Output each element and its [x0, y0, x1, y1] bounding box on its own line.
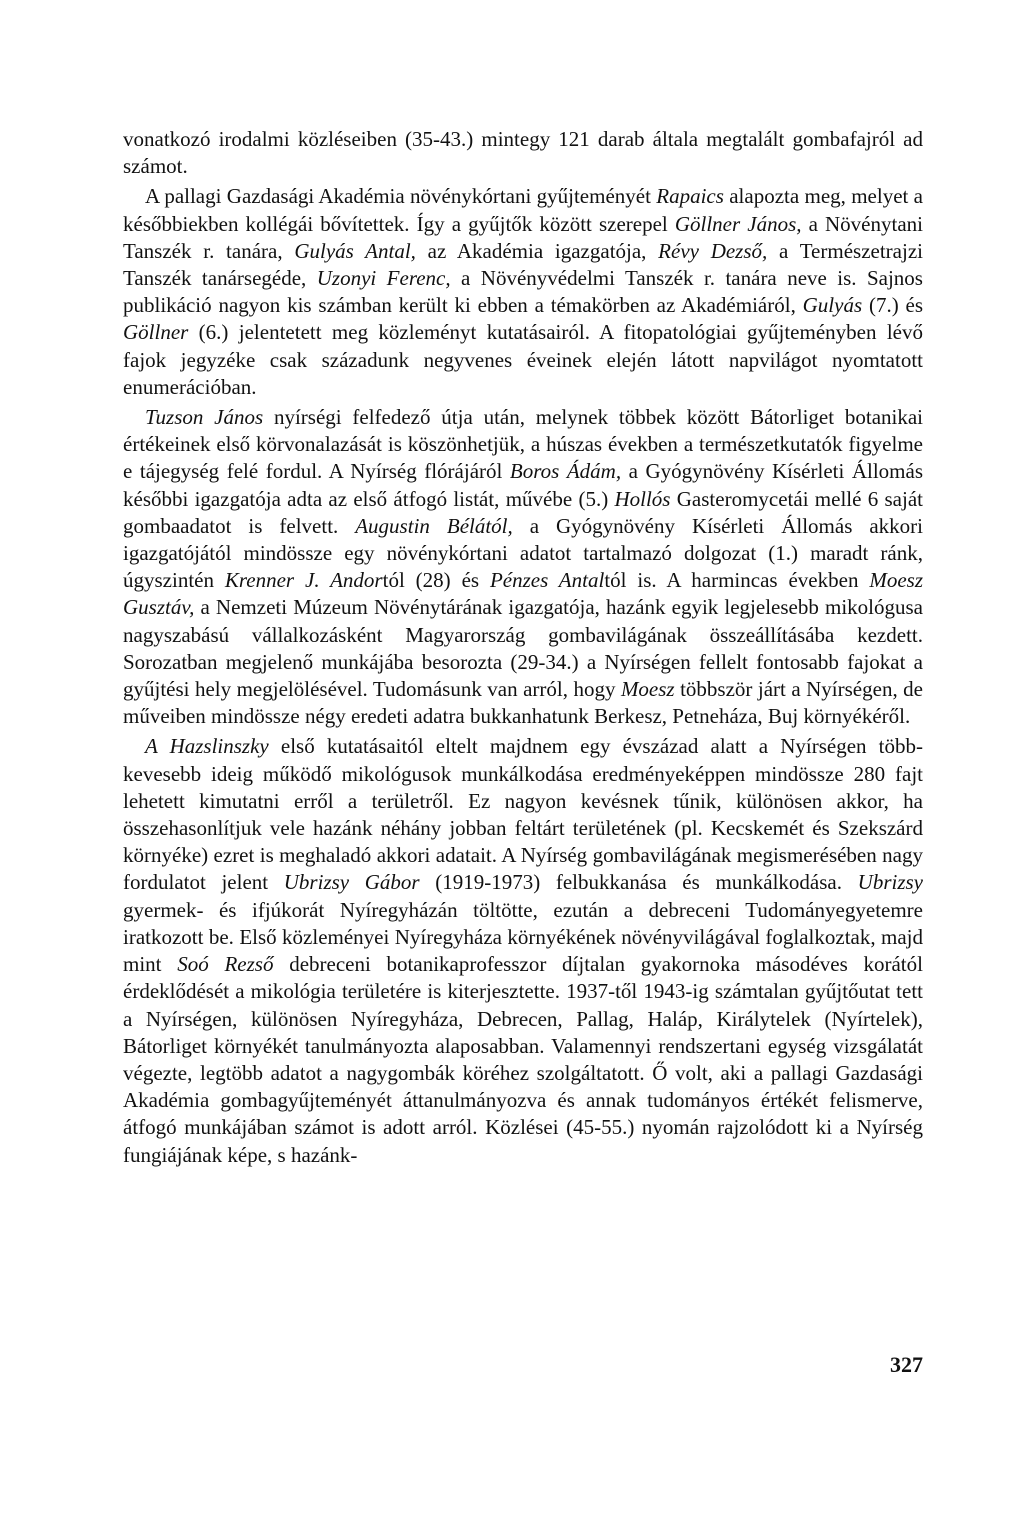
italic-name: Tuzson János — [145, 405, 264, 430]
text-run: (6.) jelentetett meg közleményt kutatásairól. A fitopatológiai gyűjteményben lévő fajok jegyzéke csak századunk negyvenes éveinek elején látott napvilágot nyomtatott enumerációban. — [123, 320, 923, 399]
italic-name: Moesz — [620, 677, 675, 702]
text-run: a Természetrajzi Tanszék tanársegéde, — [123, 238, 923, 291]
text-run: nyírségi felfedező útja után, melynek többek között Bátorliget botanikai értékeinek első körvonalazását is köszönhetjük, a húszas években a természetkutatók figyelme e tájegység felé fordul. A Nyírség flórájáról — [123, 405, 924, 484]
text-run: alapozta meg, melyet a későbbiekben kollégái bővítettek. Így a gyűjtők között szerepel — [123, 184, 923, 236]
italic-name: Rapaics — [656, 184, 724, 209]
page-number: 327 — [890, 1352, 923, 1377]
text-run: az Akadémia igazgatója, — [415, 238, 659, 263]
text-run: gyermek- és ifjúkorát Nyíregyházán töltötte, ezután a debreceni Tudományegyetemre iratkozott be. Első közleményei Nyíregyháza környékének növényvilágával foglalkoztak, majd mint — [123, 897, 923, 977]
text-run: a Növénytani Tanszék r. tanára, — [123, 211, 923, 263]
italic-name: Augustin Bélától, — [355, 513, 513, 538]
italic-name: Ubrizsy Gábor — [283, 870, 420, 895]
italic-name: Gulyás Antal, — [294, 238, 416, 263]
text-run: többször járt a Nyírségen, de műveiben mindössze négy eredeti adatra bukkanhatunk Berkesz, Petneháza, Buj környékéről. — [123, 677, 923, 729]
text-run: (7.) és — [862, 293, 923, 318]
italic-name: Moesz Gusztáv, — [123, 568, 924, 620]
text-run: tól (28) és — [382, 568, 490, 593]
text-run: a Gyógynövény Kísérleti Állomás akkori igazgatójától mindössze egy növénykórtani adatot tartalmazó dolgozat (1.) maradt ránk, úgyszintén — [123, 513, 923, 593]
italic-name: Göllner János, — [674, 211, 802, 236]
paragraph-p2 — [123, 183, 923, 401]
italic-name: Pénzes Antal — [489, 568, 605, 593]
italic-name: A Hazslinszky — [145, 734, 269, 759]
paragraph-p4 — [123, 733, 923, 1168]
italic-name: Krenner J. Andor — [224, 568, 383, 593]
text-run: a Gyógynövény Kísérleti Állomás későbbi igazgatója adta az első átfogó listát, művébe (5.) — [123, 459, 924, 511]
text-run: a Növényvédelmi Tanszék r. tanára neve is. Sajnos publikáció nagyon kis számban került ki ebben a témakörben az Akadémiáról, — [123, 266, 923, 318]
page-body — [123, 126, 923, 1169]
text-run: Gasteromycetái mellé 6 saját gombaadatot is felvett. — [123, 486, 923, 538]
paragraph-p1 — [123, 126, 923, 180]
text-run: tól is. A harmincas években — [604, 568, 870, 593]
text-run: első kutatásaitól eltelt majdnem egy évszázad alatt a Nyírségen több-kevesebb ideig működő mikológusok munkálkodása eredményeképpen mindössze 280 fajt lehetett kimutatni erről a területről. Ez nagyon kevésnek tűnik, különösen akkor, ha összehasonlítjuk vele hazánk néhány jobban feltárt területének (pl. Kecskemét és Szekszárd környéke) ezret is meghaladó akkori adatait. A Nyírség gombavilágának megismerésében nagy fordulatot jelent — [123, 734, 923, 895]
italic-name: Révy Dezső, — [658, 238, 768, 263]
italic-name: Boros Ádám, — [509, 459, 622, 484]
italic-name: Soó Rezső — [177, 952, 274, 977]
text-run: a Nemzeti Múzeum Növénytárának igazgatója, hazánk egyik legjelesebb mikológusa nagyszabású vállalkozásként Magyarország gombavilágának összeállításába kezdett. Sorozatban megjelenő munkájába besorozta (29-34.) a Nyírségen fellelt fontosabb fajokat a gyűjtési hely megjelölésével. Tudomásunk van arról, hogy — [123, 595, 923, 702]
italic-name: Gulyás — [802, 293, 863, 318]
text-run: debreceni botanikaprofesszor díjtalan gyakornoka másodéves korától érdeklődését a mikológia területére is kiterjesztette. 1937-től 1943-ig számtalan gyűjtőutat tett a Nyírségen, különösen Nyíregyháza, Debrecen, Pallag, Haláp, Királytelek (Nyírtelek), Bátorliget környékét tanulmányozta alaposabban. Valamennyi rendszertani egység vizsgálatát végezte, legtöbb adatot a nagygombák köréhez szolgáltatott. Ő volt, aki a pallagi Gazdasági Akadémia gombagyűjteményét áttanulmányozva és annak tudományos értékét felismerve, átfogó munkájában számot is adott arról. Közlései (45-55.) nyomán rajzolódott ki a Nyírség fungiájának képe, s hazánk- — [123, 952, 923, 1167]
paragraph-p3 — [123, 404, 923, 730]
text-run: vonatkozó irodalmi közléseiben (35-43.) mintegy 121 darab általa megtalált gombafajról ad számot. — [123, 127, 923, 179]
text-run: A pallagi Gazdasági Akadémia növénykórtani gyűjteményét — [145, 184, 657, 209]
italic-name: Uzonyi Ferenc, — [316, 266, 451, 291]
italic-name: Ubrizsy — [857, 870, 923, 895]
text-run: (1919-1973) felbukkanása és munkálkodása. — [419, 870, 858, 895]
italic-name: Hollós — [614, 486, 671, 511]
italic-name: Göllner — [123, 320, 189, 345]
